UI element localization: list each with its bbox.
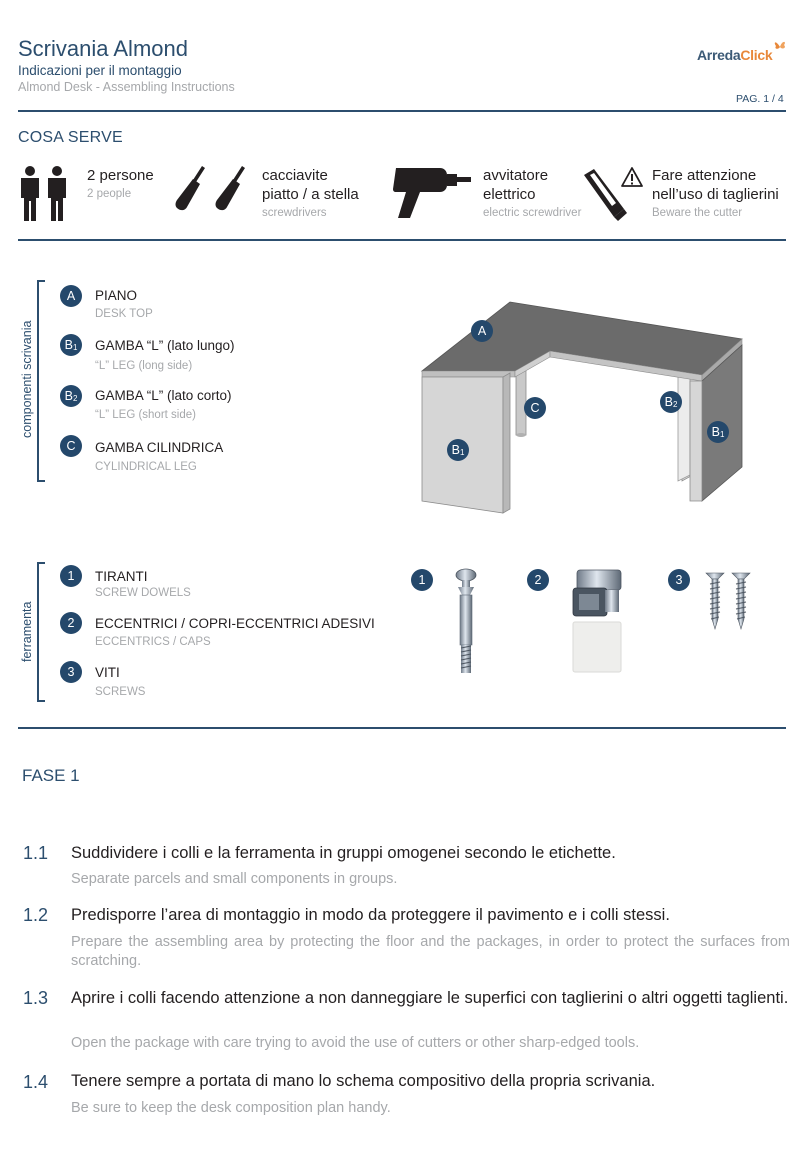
tool-drill-label-en: electric screwdriver [483, 207, 582, 219]
diagram-badge-b1-left: $B_1$ [447, 439, 469, 461]
hardware-2-label: ECCENTRICI / COPRI-ECCENTRICI ADESIVI [95, 616, 375, 631]
phase-title: FASE 1 [22, 766, 80, 785]
page-subtitle-en: Almond Desk - Assembling Instructions [18, 80, 235, 94]
warning-icon [620, 166, 644, 188]
badge-a: A [60, 285, 82, 307]
badge-c: C [60, 435, 82, 457]
step-4-text-en: Be sure to keep the desk composition plan handy. [71, 1100, 391, 1116]
badge-b2: $B_2$ [60, 385, 82, 407]
tool-screwdrivers-label-2: piatto / a stella [262, 186, 359, 203]
components-bracket [37, 280, 45, 482]
hardware-image-badge-1: 1 [411, 569, 433, 591]
tool-screwdrivers-label-1: cacciavite [262, 167, 328, 184]
component-b2-label-en: “L” LEG (short side) [95, 409, 196, 421]
badge-1: 1 [60, 565, 82, 587]
badge-b1: $B_1$ [60, 334, 82, 356]
badge-3: 3 [60, 661, 82, 683]
tool-drill-label-2: elettrico [483, 186, 536, 203]
tool-cutter-label-en: Beware the cutter [652, 207, 743, 219]
badge-2: 2 [60, 612, 82, 634]
components-label: componenti scrivania [20, 320, 34, 438]
tool-people-label-en: 2 people [87, 188, 132, 200]
component-a-label-en: DESK TOP [95, 308, 153, 320]
hardware-3-label: VITI [95, 665, 120, 680]
page-number: PAG. 1 / 4 [736, 93, 784, 105]
step-1-number: 1.1 [23, 843, 49, 863]
hardware-1-label: TIRANTI [95, 569, 148, 584]
hardware-2-label-en: ECCENTRICS / CAPS [95, 636, 211, 648]
screw-dowel-icon [452, 568, 480, 676]
desk-diagram [410, 295, 755, 520]
tool-cutter-label-2: nell’uso di taglierini [652, 186, 779, 203]
step-2-text-en: Prepare the assembling area by protecting the floor and the packages, in order to protect the surfaces from scratching. [71, 934, 790, 969]
diagram-badge-a: A [471, 320, 493, 342]
hardware-3-label-en: SCREWS [95, 686, 146, 698]
component-b1-label: GAMBA “L” (lato lungo) [95, 338, 235, 353]
butterfly-icon [773, 38, 787, 52]
tool-people-label: 2 persone [87, 167, 154, 184]
tool-drill-label-1: avvitatore [483, 167, 549, 184]
tool-cutter-label-1: Fare attenzione [652, 167, 757, 184]
step-3-number: 1.3 [23, 988, 49, 1008]
component-b1-label-en: “L” LEG (long side) [95, 360, 193, 372]
step-2-number: 1.2 [23, 905, 49, 925]
component-c-label: GAMBA CILINDRICA [95, 440, 224, 455]
tool-screwdrivers-label-en: screwdrivers [262, 207, 327, 219]
component-a-label: PIANO [95, 288, 138, 303]
step-4-number: 1.4 [23, 1072, 49, 1092]
hardware-bracket [37, 562, 45, 702]
step-1-text: Suddividere i colli e la ferramenta in gruppi omogenei secondo le etichette. [71, 844, 616, 862]
header-divider [18, 110, 786, 112]
logo-text-click: Click [740, 47, 773, 63]
diagram-badge-c: C [524, 397, 546, 419]
people-icon [18, 165, 70, 223]
diagram-badge-b1-right: $B_1$ [707, 421, 729, 443]
hardware-1-label-en: SCREW DOWELS [95, 587, 191, 599]
page-title: Scrivania Almond [18, 36, 188, 61]
hardware-image-badge-2: 2 [527, 569, 549, 591]
step-3-text-en: Open the package with care trying to avoid the use of cutters or other sharp-edged tools. [71, 1035, 640, 1051]
component-b2-label: GAMBA “L” (lato corto) [95, 388, 232, 403]
step-4-text: Tenere sempre a portata di mano lo schema compositivo della propria scrivania. [71, 1072, 656, 1090]
hardware-divider [18, 727, 786, 729]
page-subtitle: Indicazioni per il montaggio [18, 63, 182, 78]
tools-divider [18, 239, 786, 241]
hardware-label: ferramenta [20, 601, 34, 662]
logo-text-arreda: Arreda [697, 47, 741, 63]
hardware-image-badge-3: 3 [668, 569, 690, 591]
diagram-badge-b2: $B_2$ [660, 391, 682, 413]
component-c-label-en: CYLINDRICAL LEG [95, 461, 197, 473]
step-3-text: Aprire i colli facendo attenzione a non danneggiare le superfici con taglierini o altri oggetti taglienti. [71, 989, 789, 1007]
screws-icon [704, 570, 754, 632]
eccentric-and-cap-icon [571, 568, 623, 676]
step-2-text: Predisporre l’area di montaggio in modo da proteggere il pavimento e i colli stessi. [71, 906, 670, 924]
tools-heading: COSA SERVE [18, 129, 123, 146]
electric-drill-icon [393, 164, 473, 222]
brand-logo [697, 47, 772, 63]
step-1-text-en: Separate parcels and small components in groups. [71, 871, 398, 887]
screwdrivers-icon [172, 163, 250, 217]
